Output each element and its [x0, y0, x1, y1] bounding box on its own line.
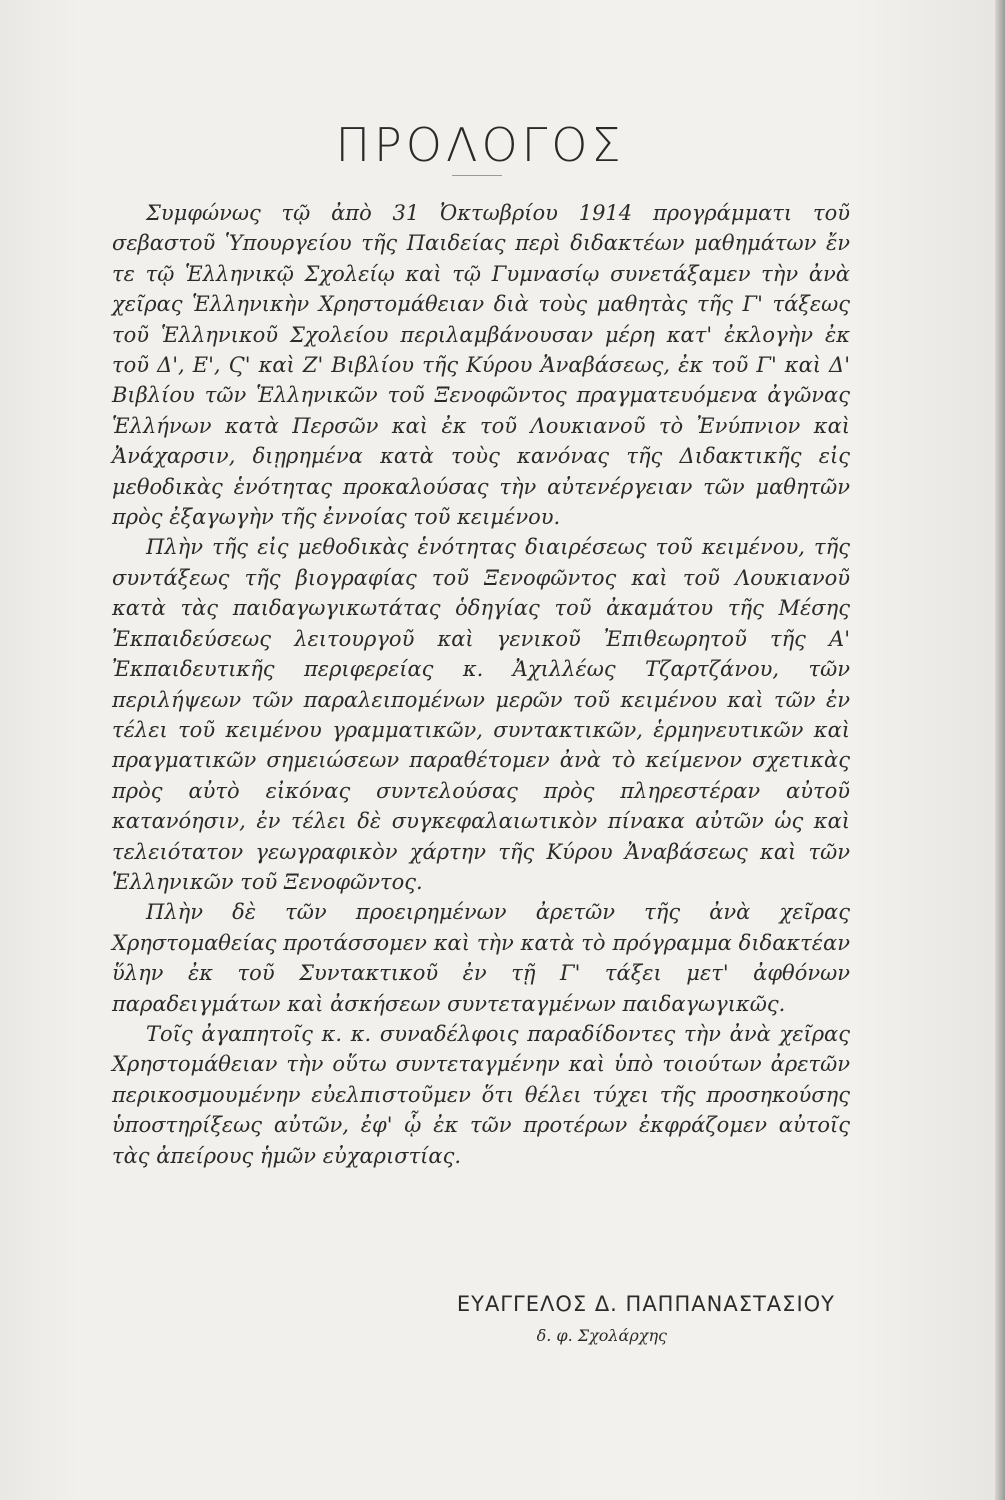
paragraph-4: Τοῖς ἀγαπητοῖς κ. κ. συναδέλφοις παραδίδοντες τὴν ἀνὰ χεῖρας Χρηστομάθειαν τὴν οὕτω συντεταγμένην καὶ ὑπὸ τοιούτων ἀρετῶν περικοσμουμένην εὐελπιστοῦμεν ὅτι θέλει τύχει τῆς προσηκούσης ὑποστηρίξεως αὐτῶν, ἐφ' ᾧ ἐκ τῶν προτέρων ἐκφράζομεν αὐτοῖς τὰς ἀπείρους ἡμῶν εὐχαριστίας. — [112, 1021, 850, 1168]
paragraph-1: Συμφώνως τῷ ἀπὸ 31 Ὀκτωβρίου 1914 προγράμματι τοῦ σεβαστοῦ Ὑπουργείου τῆς Παιδείας περὶ διδακτέων μαθημάτων ἔν τε τῷ Ἑλληνικῷ Σχολείῳ καὶ τῷ Γυμνασίῳ συνετάξαμεν τὴν ἀνὰ χεῖρας Ἑλληνικὴν Χρηστομάθειαν διὰ τοὺς μαθητὰς τῆς Γ' τάξεως τοῦ Ἑλληνικοῦ Σχολείου περιλαμβάνουσαν μέρη κατ' ἐκλογὴν ἐκ τοῦ Δ', Ε', Ϛ' καὶ Ζ' Βιβλίου τῆς Κύρου Ἀναβάσεως, ἐκ τοῦ Γ' καὶ Δ' Βιβλίου τῶν Ἑλληνικῶν τοῦ Ξενοφῶντος πραγματευόμενα ἀγῶνας Ἑλλήνων κατὰ Περσῶν καὶ ἐκ τοῦ Λουκιανοῦ τὸ Ἐνύπνιον καὶ Ἀνάχαρσιν, διῃρημένα κατὰ τοὺς κανόνας τῆς Διδακτικῆς εἰς μεθοδικὰς ἑνότητας προκαλούσας τὴν αὐτενέργειαν τῶν μαθητῶν πρὸς ἐξαγωγὴν τῆς ἐννοίας τοῦ κειμένου. — [112, 201, 850, 530]
paragraph-2: Πλὴν τῆς εἰς μεθοδικὰς ἑνότητας διαιρέσεως τοῦ κειμένου, τῆς συντάξεως τῆς βιογραφίας τοῦ Ξενοφῶντος καὶ τοῦ Λουκιανοῦ κατὰ τὰς παιδαγωγικωτάτας ὁδηγίας τοῦ ἀκαμάτου τῆς Μέσης Ἐκπαιδεύσεως λειτουργοῦ καὶ γενικοῦ Ἐπιθεωρητοῦ τῆς Α' Ἐκπαιδευτικῆς περιφερείας κ. Ἀχιλλέως Τζαρτζάνου, τῶν περιλήψεων τῶν παραλειπομένων μερῶν τοῦ κειμένου καὶ τῶν ἐν τέλει τοῦ κειμένου γραμματικῶν, συντακτικῶν, ἑρμηνευτικῶν καὶ πραγματικῶν σημειώσεων παραθέτομεν ἀνὰ τὸ κείμενον σχετικὰς πρὸς αὐτὸ εἰκόνας συντελούσας πρὸς πληρεστέραν αὐτοῦ κατανόησιν, ἐν τέλει δὲ συγκεφαλαιωτικὸν πίνακα αὐτῶν ὡς καὶ τελειότατον γεωγραφικὸν χάρτην τῆς Κύρου Ἀναβάσεως καὶ τῶν Ἑλληνικῶν τοῦ Ξενοφῶντος. — [112, 535, 850, 894]
page-edge-shadow — [995, 0, 1005, 1500]
title-divider — [452, 175, 502, 176]
prologue-body — [112, 198, 850, 1171]
page-title: ΠΡΟΛΟΓΟΣ — [335, 118, 625, 172]
signature-name: ΕΥΑΓΓΕΛΟΣ Δ. ΠΑΠΠΑΝΑΣΤΑΣΙΟΥ — [456, 1292, 835, 1316]
paragraph-3: Πλὴν δὲ τῶν προειρημένων ἀρετῶν τῆς ἀνὰ χεῖρας Χρηστομαθείας προτάσσομεν καὶ τὴν κατὰ τὸ πρόγραμμα διδακτέαν ὕλην ἐκ τοῦ Συντακτικοῦ ἐν τῇ Γ' τάξει μετ' ἀφθόνων παραδειγμάτων καὶ ἀσκήσεων συντεταγμένων παιδαγωγικῶς. — [112, 900, 850, 1016]
signature-title: δ. φ. Σχολάρχης — [536, 1326, 667, 1345]
